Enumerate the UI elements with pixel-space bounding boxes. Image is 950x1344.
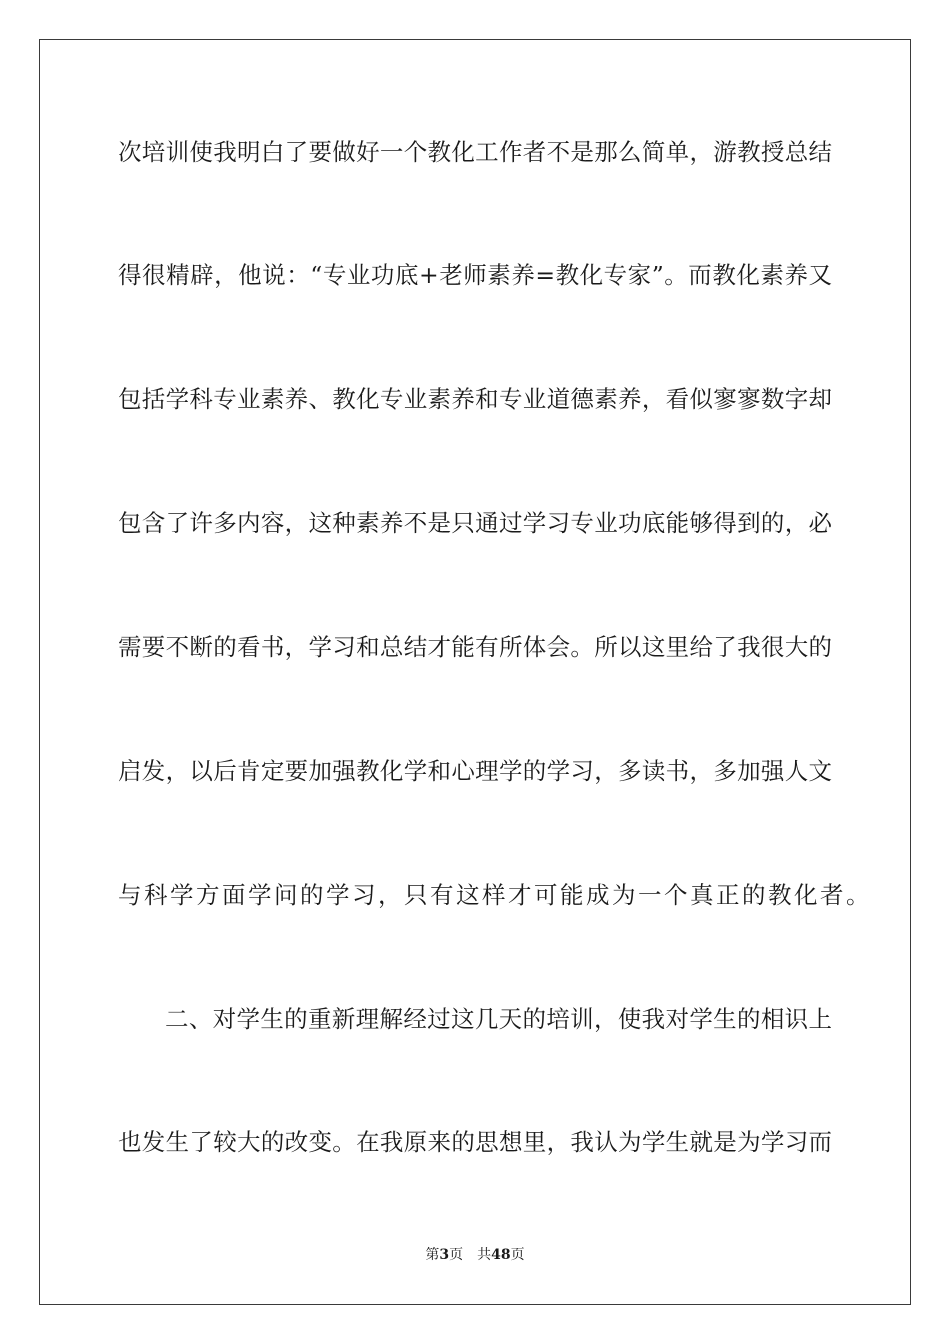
total-prefix: 共 [477, 1247, 492, 1263]
page-border [39, 39, 911, 1305]
paragraph-last-line: 与科学方面学问的学习，只有这样才可能成为一个真正的教化者。 [118, 881, 872, 909]
page-total: 48 [491, 1247, 511, 1263]
text-line: 启发，以后肯定要加强教化学和心理学的学习，多读书，多加强人文 [118, 757, 832, 785]
text-line: 也发生了较大的改变。在我原来的思想里，我认为学生就是为学习而 [118, 1128, 832, 1156]
page-prefix: 第 [425, 1247, 440, 1263]
text-line: 包括学科专业素养、教化专业素养和专业道德素养，看似寥寥数字却 [118, 385, 832, 413]
page-suffix: 页 [449, 1247, 464, 1263]
page-footer [0, 1246, 950, 1264]
text-line: 得很精辟，他说：“专业功底+老师素养=教化专家”。而教化素养又 [118, 261, 832, 289]
text-line: 需要不断的看书，学习和总结才能有所体会。所以这里给了我很大的 [118, 633, 832, 661]
total-suffix: 页 [510, 1247, 525, 1263]
text-line: 次培训使我明白了要做好一个教化工作者不是那么简单，游教授总结 [118, 138, 832, 166]
paragraph-first-line: 二、对学生的重新理解经过这几天的培训，使我对学生的相识上 [165, 1005, 832, 1033]
text-line: 包含了许多内容，这种素养不是只通过学习专业功底能够得到的，必 [118, 509, 832, 537]
page-current: 3 [439, 1247, 450, 1263]
